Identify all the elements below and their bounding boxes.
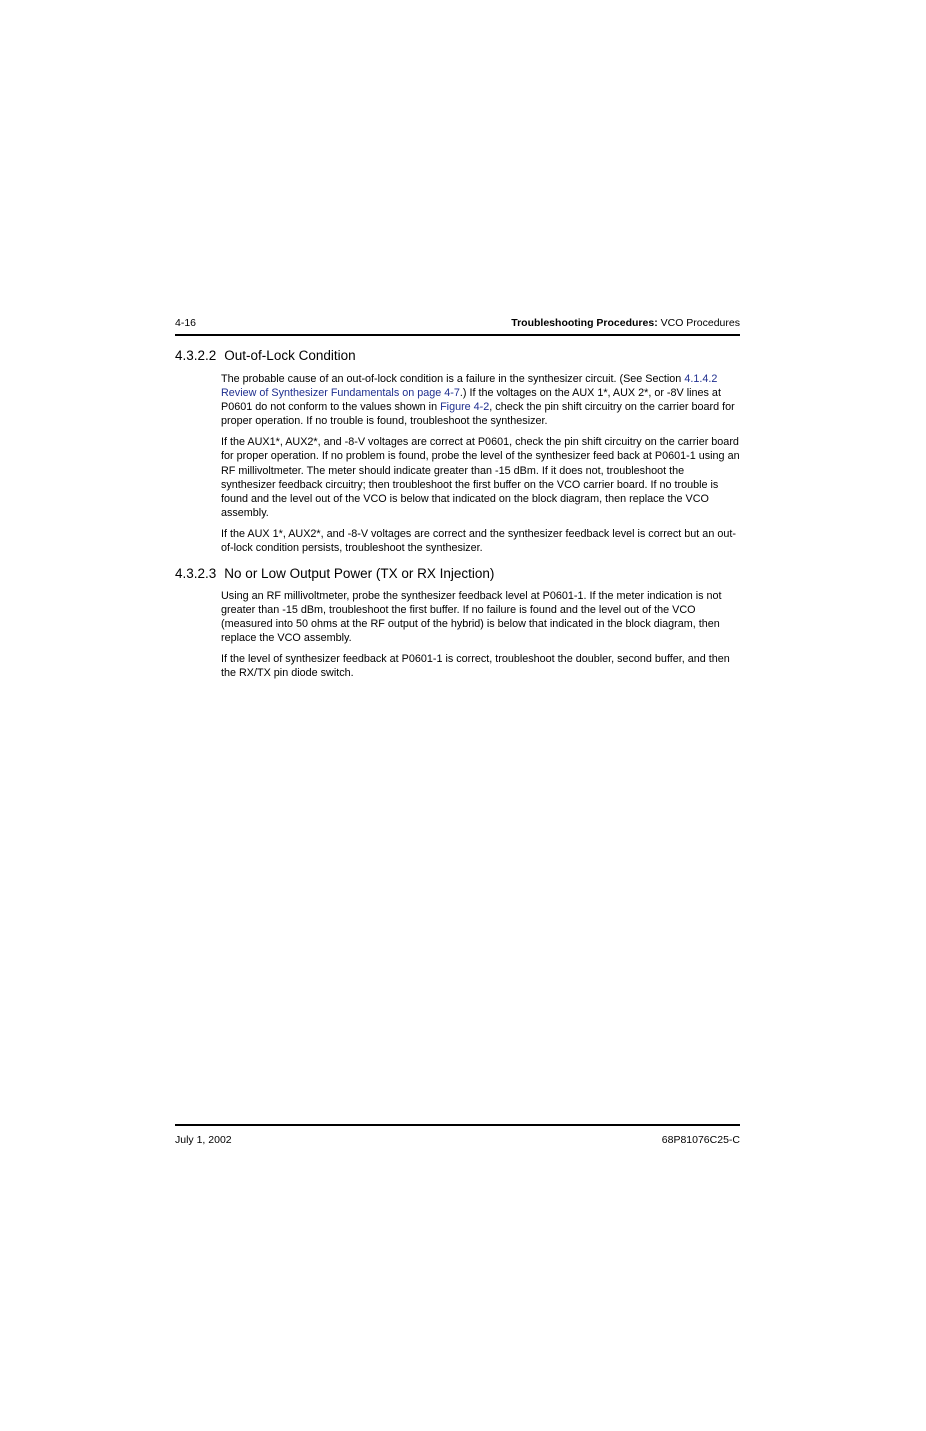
section-number: 4.3.2.3 bbox=[175, 566, 217, 581]
section-number: 4.3.2.2 bbox=[175, 348, 217, 363]
page-footer bbox=[175, 1133, 740, 1147]
page-header bbox=[175, 316, 740, 330]
section-title: Out-of-Lock Condition bbox=[224, 348, 356, 363]
footer-rule bbox=[175, 1124, 740, 1126]
section-body-4-3-2-3 bbox=[221, 589, 740, 688]
running-title-section: Troubleshooting Procedures: bbox=[511, 317, 658, 329]
paragraph-text: The probable cause of an out-of-lock condition is a failure in the synthesizer circuit. (See Section bbox=[221, 373, 685, 385]
document-number: 68P81076C25-C bbox=[661, 1134, 740, 1146]
cross-reference-link-synthesizer-fundamentals[interactable]: 4.1.4.2 Review of Synthesizer Fundamentals on page 4-7 bbox=[221, 373, 718, 400]
paragraph-text: .) If the voltages on the AUX 1*, AUX 2*, or -8V lines at P0601 do not conform to the values shown in bbox=[221, 387, 721, 414]
paragraph: If the AUX 1*, AUX2*, and -8-V voltages are correct and the synthesizer feedback level is correct but an out-of-lock condition persists, troubleshoot the synthesizer. bbox=[221, 527, 736, 555]
cross-reference-link-figure[interactable]: Figure 4-2 bbox=[440, 401, 490, 414]
paragraph-text: , check the pin shift circuitry on the carrier board for proper operation. If no trouble is found, troubleshoot the synthesizer. bbox=[221, 401, 735, 428]
paragraph: If the AUX1*, AUX2*, and -8-V voltages are correct at P0601, check the pin shift circuitry on the carrier board for proper operation. If no problem is found, probe the level of the synthesizer feed back at P0601-1 using an RF millivoltmeter. The meter should indicate greater than -15 dBm. If it does not, troubleshoot the synthesizer feedback circuitry; then troubleshoot the first buffer on the VCO carrier board. If no trouble is found and the level out of the VCO is below that indicated on the block diagram, then replace the VCO assembly. bbox=[221, 436, 740, 519]
section-body-4-3-2-2 bbox=[221, 372, 740, 562]
paragraph: If the level of synthesizer feedback at P0601-1 is correct, troubleshoot the doubler, second buffer, and then the RX/TX pin diode switch. bbox=[221, 653, 730, 680]
section-title: No or Low Output Power (TX or RX Injection) bbox=[224, 566, 495, 581]
footer-date: July 1, 2002 bbox=[175, 1134, 232, 1146]
running-title-subsection: VCO Procedures bbox=[657, 317, 740, 329]
page-number: 4-16 bbox=[175, 317, 197, 329]
section-heading-4-3-2-3 bbox=[175, 565, 494, 583]
header-rule bbox=[175, 334, 740, 336]
running-title bbox=[511, 316, 740, 330]
paragraph bbox=[221, 372, 740, 428]
section-heading-4-3-2-2 bbox=[175, 347, 356, 365]
paragraph: Using an RF millivoltmeter, probe the synthesizer feedback level at P0601-1. If the meter indication is not greater than -15 dBm, troubleshoot the first buffer. If no failure is found and the level out of the VCO (measured into 50 ohms at the RF output of the hybrid) is below that indicated in the block diagram, then replace the VCO assembly. bbox=[221, 590, 722, 645]
